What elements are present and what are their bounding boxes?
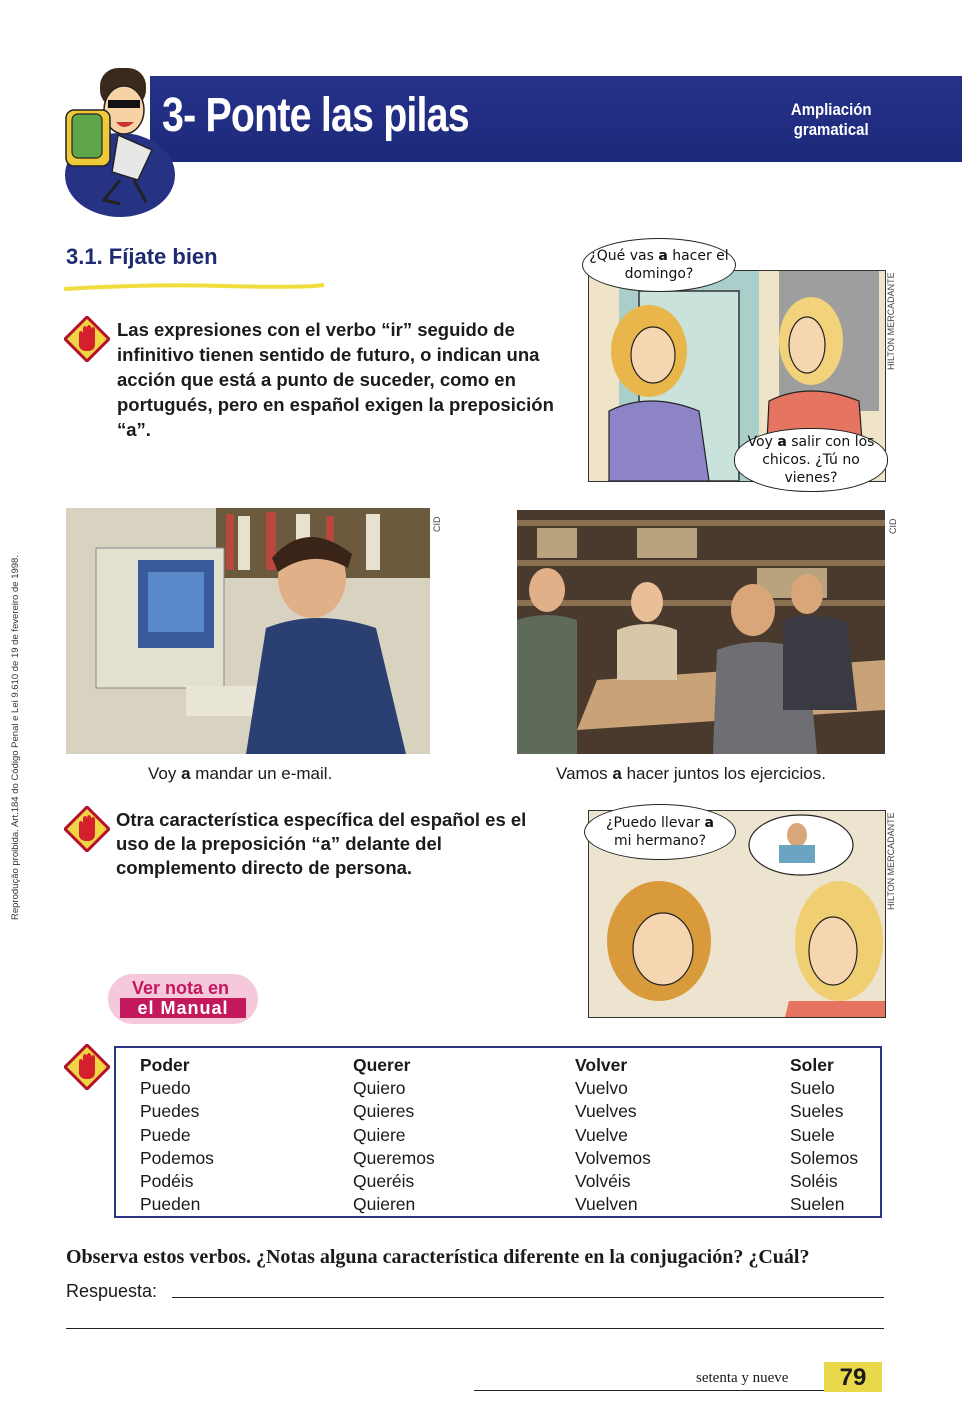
verb-form: Soléis — [790, 1171, 838, 1192]
verb-form: Solemos — [790, 1147, 859, 1168]
photo-illustration-1 — [66, 508, 430, 754]
credit-comic-2: HILTON MERCADANTE — [886, 812, 896, 910]
verb-form: Suelo — [790, 1078, 835, 1099]
caption-photo-1: Voy a mandar un e-mail. — [148, 764, 333, 783]
verb-column-soler — [790, 1054, 858, 1216]
verb-form: Vuelve — [575, 1124, 628, 1145]
verb-form: Volvéis — [575, 1171, 631, 1192]
hand-stop-icon — [64, 806, 110, 852]
verb-form: Vuelves — [575, 1101, 637, 1122]
section-title: 3.1. Fíjate bien — [66, 244, 218, 269]
caption-photo-2: Vamos a hacer juntos los ejercicios. — [556, 764, 826, 783]
speech-bubble-question-2: ¿Puedo llevar a mi hermano? — [584, 804, 736, 860]
hand-stop-icon — [64, 1044, 110, 1090]
footer-page-words: setenta y nueve — [696, 1370, 789, 1386]
credit-photo-2: CID — [888, 518, 898, 534]
manual-badge-line2: el Manual — [120, 998, 246, 1018]
verb-form: Puede — [140, 1124, 191, 1145]
verb-column-volver — [575, 1054, 651, 1216]
paragraph-future-ir: Las expresiones con el verbo “ir” seguido de infinitivo tienen sentido de futuro, o indican una acción que está a punto de suceder, como en portugués, pero en español exigen la preposición “a”. — [117, 319, 554, 440]
header-subtitle: Ampliación gramatical — [790, 100, 872, 139]
verb-header: Soler — [790, 1055, 834, 1075]
answer-line-1[interactable] — [172, 1297, 884, 1298]
speech-bubble-answer: Voy a salir con los chicos. ¿Tú no vienes? — [734, 428, 888, 492]
verb-header: Poder — [140, 1055, 190, 1075]
verb-form: Quieres — [353, 1101, 415, 1122]
verb-form: Quiero — [353, 1078, 406, 1099]
verb-form: Queréis — [353, 1171, 415, 1192]
verb-form: Volvemos — [575, 1147, 651, 1168]
verb-form: Pueden — [140, 1194, 201, 1215]
answer-label: Respuesta: — [66, 1281, 158, 1301]
footer-rule — [474, 1390, 882, 1391]
exercise-question: Observa estos verbos. ¿Notas alguna característica diferente en la conjugación? ¿Cuál? — [66, 1246, 810, 1268]
section-underline — [64, 282, 324, 292]
verb-header: Querer — [353, 1055, 411, 1075]
verb-form: Sueles — [790, 1101, 844, 1122]
photo-library-students — [517, 510, 885, 754]
hand-stop-icon — [64, 316, 110, 362]
verb-form: Vuelven — [575, 1194, 638, 1215]
legal-side-note: Reprodução proibida. Art.184 do Código Penal e Lei 9.610 de 19 de fevereiro de 1998. — [10, 555, 21, 920]
verb-form: Podéis — [140, 1171, 194, 1192]
answer-line-2[interactable] — [66, 1328, 884, 1329]
photo-computer-boy — [66, 508, 430, 754]
photo-illustration-2 — [517, 510, 885, 754]
credit-photo-1: CID — [432, 516, 442, 532]
manual-note-badge — [108, 974, 258, 1024]
verb-column-querer — [353, 1054, 435, 1216]
speech-bubble-question: ¿Qué vas a hacer el domingo? — [582, 238, 736, 292]
verb-column-poder — [140, 1054, 214, 1216]
verb-conjugation-table — [114, 1046, 882, 1218]
verb-form: Puedo — [140, 1078, 191, 1099]
verb-form: Quiere — [353, 1124, 406, 1145]
page-title: 3- Ponte las pilas — [162, 89, 469, 142]
paragraph-direct-object: Otra característica específica del español es el uso de la preposición “a” delante del complemento directo de persona. — [116, 809, 527, 878]
page-number: 79 — [824, 1362, 882, 1392]
credit-comic-1: HILTON MERCADANTE — [886, 272, 896, 370]
verb-form: Suelen — [790, 1194, 845, 1215]
verb-form: Queremos — [353, 1147, 435, 1168]
verb-header: Volver — [575, 1055, 628, 1075]
verb-form: Vuelvo — [575, 1078, 628, 1099]
manual-badge-line1: Ver nota en — [132, 978, 230, 998]
verb-form: Suele — [790, 1124, 835, 1145]
verb-form: Puedes — [140, 1101, 200, 1122]
verb-form: Quieren — [353, 1194, 416, 1215]
verb-form: Podemos — [140, 1147, 214, 1168]
